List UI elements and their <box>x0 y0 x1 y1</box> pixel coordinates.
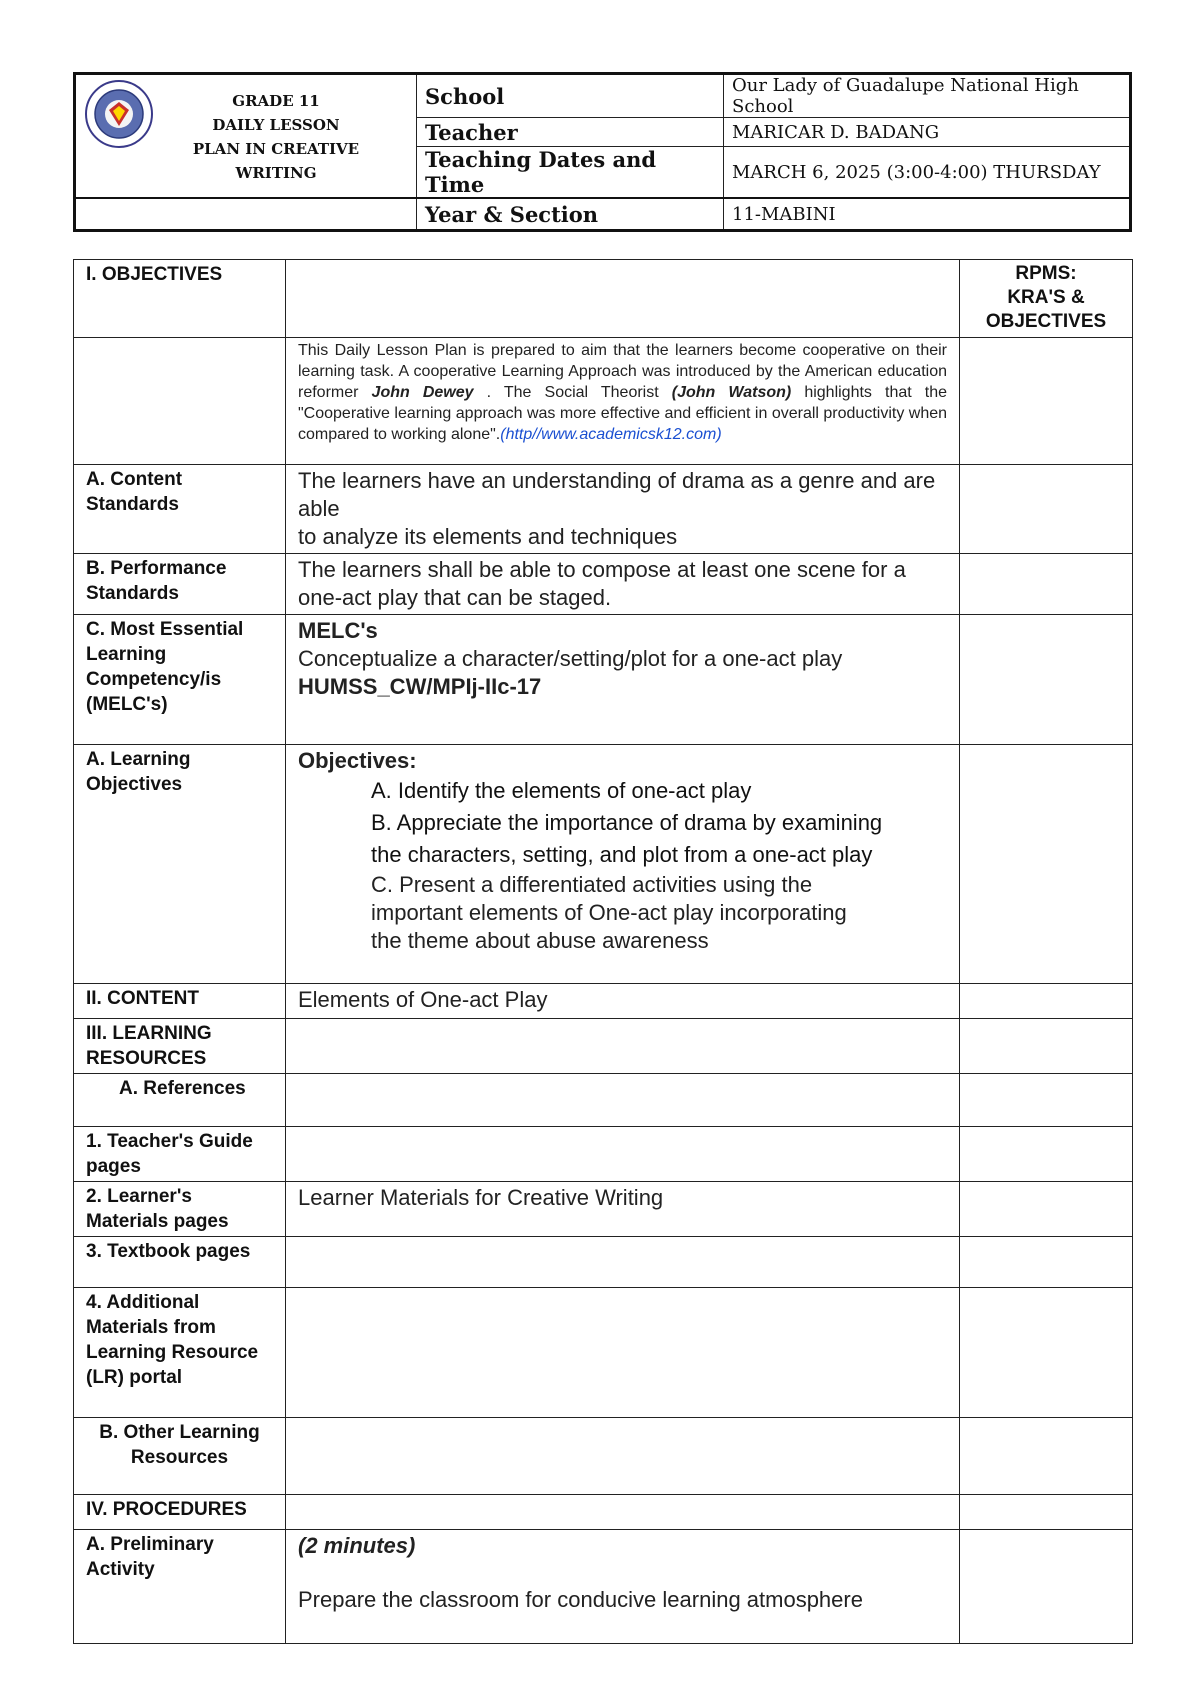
teacher-label: Teacher <box>417 118 724 147</box>
table-row <box>74 1019 1133 1074</box>
melc-content <box>286 615 960 745</box>
learning-resources-label: III. LEARNING RESOURCES <box>74 1019 286 1074</box>
lesson-plan-table <box>73 259 1133 1644</box>
author-name: John Dewey <box>371 384 474 401</box>
deped-seal-icon <box>84 79 154 149</box>
teacher-value: MARICAR D. BADANG <box>724 118 1131 147</box>
other-resources-label: B. Other Learning Resources <box>74 1418 286 1495</box>
textbook-label: 3. Textbook pages <box>74 1237 286 1288</box>
table-row <box>74 615 1133 745</box>
teacher-guide-label: 1. Teacher's Guide pages <box>74 1127 286 1182</box>
header-table <box>73 72 1132 232</box>
melc-code: HUMSS_CW/MPIj-IIc-17 <box>298 674 542 699</box>
teaching-dates-label: Teaching Dates and Time <box>417 147 724 199</box>
school-label: School <box>417 74 724 118</box>
learning-objectives-label: A. Learning Objectives <box>74 745 286 984</box>
table-row <box>74 1418 1133 1495</box>
additional-materials-label: 4. Additional Materials from Learning Resource (LR) portal <box>74 1288 286 1418</box>
table-row <box>74 465 1133 554</box>
learner-materials-label: 2. Learner's Materials pages <box>74 1182 286 1237</box>
title-line: GRADE 11 <box>232 92 320 110</box>
table-row <box>74 1530 1133 1644</box>
objective-item: the theme about abuse awareness <box>371 928 709 953</box>
learner-materials-text: Learner Materials for Creative Writing <box>286 1182 960 1237</box>
table-row <box>74 338 1133 465</box>
objective-item: A. Identify the elements of one-act play <box>371 778 752 803</box>
rpms-heading: RPMS: KRA'S & OBJECTIVES <box>960 260 1133 338</box>
objective-item: C. Present a differentiated activities using the <box>371 872 813 897</box>
teaching-dates-value: MARCH 6, 2025 (3:00-4:00) THURSDAY <box>724 147 1131 199</box>
empty-cell <box>75 198 417 231</box>
table-row <box>74 1495 1133 1530</box>
melc-label: C. Most Essential Learning Competency/is (MELC's) <box>74 615 286 745</box>
content-text: Elements of One-act Play <box>286 984 960 1019</box>
objective-item: B. Appreciate the importance of drama by examining <box>371 810 883 835</box>
intro-paragraph: This Daily Lesson Plan is prepared to aim that the learners become cooperative on their learning task. A cooperative Learning Approach was introduced by the American education reformer John Dewey . The Social Theorist (John Watson) highlights that the "Cooperative learning approach was more effective and efficient in overall productivity when compared to working alone".(http//www.academicsk12.com) <box>286 338 960 465</box>
source-link[interactable]: (http//www.academicsk12.com) <box>500 426 722 443</box>
title-line: WRITING <box>235 164 317 182</box>
table-row <box>74 554 1133 615</box>
preliminary-activity-content <box>286 1530 960 1644</box>
table-row <box>74 1237 1133 1288</box>
table-row <box>74 1074 1133 1127</box>
performance-standards-text: The learners shall be able to compose at least one scene for a one-act play that can be staged. <box>286 554 960 615</box>
table-row <box>74 1127 1133 1182</box>
objectives-heading: I. OBJECTIVES <box>74 260 286 338</box>
content-standards-label: A. Content Standards <box>74 465 286 554</box>
lesson-plan-title <box>75 74 417 199</box>
year-section-label: Year & Section <box>417 198 724 231</box>
performance-standards-label: B. Performance Standards <box>74 554 286 615</box>
table-row <box>74 1182 1133 1237</box>
table-row <box>74 1288 1133 1418</box>
preliminary-activity-label: A. Preliminary Activity <box>74 1530 286 1644</box>
content-standards-text: The learners have an understanding of drama as a genre and are able to analyze its elements and techniques <box>286 465 960 554</box>
melc-text: Conceptualize a character/setting/plot for a one-act play <box>298 646 843 671</box>
melc-heading: MELC's <box>298 618 378 643</box>
objective-item: important elements of One-act play incorporating <box>371 900 847 925</box>
year-section-value: 11-MABINI <box>724 198 1131 231</box>
author-name: (John Watson) <box>671 384 792 401</box>
activity-text: Prepare the classroom for conducive learning atmosphere <box>298 1587 863 1612</box>
table-row <box>74 984 1133 1019</box>
table-row <box>74 260 1133 338</box>
references-label: A. References <box>74 1074 286 1127</box>
objectives-heading-text: Objectives: <box>298 748 417 773</box>
activity-time: (2 minutes) <box>298 1533 416 1558</box>
school-value: Our Lady of Guadalupe National High School <box>724 74 1131 118</box>
procedures-label: IV. PROCEDURES <box>74 1495 286 1530</box>
title-line: PLAN IN CREATIVE <box>192 140 360 158</box>
objective-item: the characters, setting, and plot from a one-act play <box>371 842 873 867</box>
learning-objectives-content <box>286 745 960 984</box>
table-row <box>74 745 1133 984</box>
title-line: DAILY LESSON <box>212 116 340 134</box>
content-label: II. CONTENT <box>74 984 286 1019</box>
